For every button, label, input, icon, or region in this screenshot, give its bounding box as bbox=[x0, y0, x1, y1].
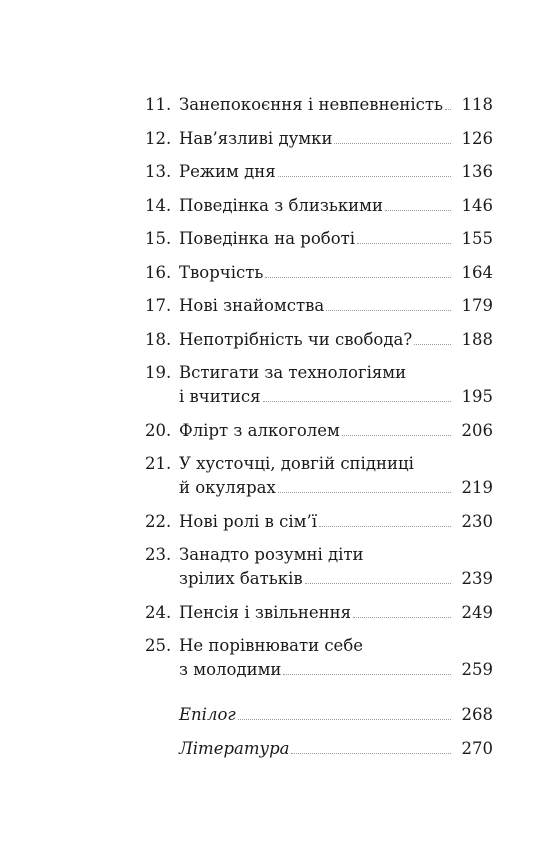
toc-entry-line bbox=[145, 703, 493, 727]
toc-entry[interactable] bbox=[145, 127, 493, 151]
toc-entry[interactable] bbox=[145, 328, 493, 352]
page-number: 268 bbox=[461, 705, 493, 724]
chapter-title: Занепокоєння і невпевненість bbox=[179, 93, 445, 117]
dot-leader bbox=[283, 674, 451, 675]
toc-entry[interactable] bbox=[145, 93, 493, 117]
chapter-number: 16. bbox=[145, 262, 172, 282]
chapter-title: Встигати за технологіями bbox=[179, 363, 407, 382]
title-row bbox=[179, 703, 493, 727]
page-number: 126 bbox=[461, 128, 493, 148]
page-number: 259 bbox=[461, 660, 493, 679]
dot-leader bbox=[357, 243, 451, 244]
chapter-title: Нав’язливі думки bbox=[179, 127, 334, 151]
chapter-title: Режим дня bbox=[179, 160, 278, 184]
dot-leader bbox=[319, 526, 451, 527]
chapter-title: Не порівнювати себе bbox=[179, 636, 364, 655]
chapter-title: Занадто розумні діти bbox=[179, 545, 364, 564]
dot-leader bbox=[385, 210, 451, 211]
page-number: 164 bbox=[461, 262, 493, 282]
dot-leader bbox=[265, 277, 451, 278]
title-row bbox=[179, 658, 493, 682]
chapter-title: зрілих батьків bbox=[179, 567, 305, 591]
dot-leader bbox=[278, 492, 451, 493]
chapter-number: 14. bbox=[145, 195, 172, 215]
toc-entry-line bbox=[145, 361, 493, 385]
toc-entry-line bbox=[145, 452, 493, 476]
page-number: 179 bbox=[461, 296, 493, 315]
toc-entry-line bbox=[145, 127, 493, 151]
page-number: 206 bbox=[461, 420, 493, 440]
toc-entry[interactable] bbox=[145, 510, 493, 534]
chapter-number: 21. bbox=[145, 454, 172, 473]
back-matter-title: Література bbox=[179, 737, 291, 761]
chapter-title: Флірт з алкоголем bbox=[179, 419, 342, 443]
dot-leader bbox=[342, 435, 451, 436]
dot-leader bbox=[334, 143, 451, 144]
toc-entry-line bbox=[145, 160, 493, 184]
toc-entry[interactable] bbox=[145, 294, 493, 318]
dot-leader bbox=[353, 617, 451, 618]
dot-leader bbox=[326, 310, 451, 311]
toc-entry[interactable] bbox=[145, 227, 493, 251]
dot-leader bbox=[414, 344, 451, 345]
back-matter-title: Епілог bbox=[179, 703, 238, 727]
dot-leader bbox=[238, 719, 451, 720]
chapter-title: Поведінка з близькими bbox=[179, 194, 385, 218]
chapter-number: 24. bbox=[145, 602, 172, 622]
toc-entry-line bbox=[145, 737, 493, 761]
title-row bbox=[179, 261, 493, 285]
toc-entry-line bbox=[145, 476, 493, 500]
title-row bbox=[179, 227, 493, 251]
page-number: 249 bbox=[461, 602, 493, 622]
title-row bbox=[179, 93, 493, 117]
title-row bbox=[179, 294, 493, 318]
toc-entry[interactable] bbox=[145, 419, 493, 443]
chapter-number: 18. bbox=[145, 329, 172, 349]
toc-entry-line bbox=[145, 510, 493, 534]
toc-entry-line bbox=[145, 634, 493, 658]
dot-leader bbox=[445, 109, 451, 110]
page-number: 146 bbox=[461, 195, 493, 215]
title-row bbox=[179, 160, 493, 184]
toc-entry-line bbox=[145, 385, 493, 409]
title-row bbox=[179, 419, 493, 443]
title-row bbox=[179, 194, 493, 218]
chapter-number: 12. bbox=[145, 128, 172, 148]
toc-entry-line bbox=[145, 658, 493, 682]
toc-entry[interactable] bbox=[145, 634, 493, 682]
dot-leader bbox=[263, 401, 452, 402]
chapter-number: 19. bbox=[145, 363, 172, 382]
toc-entry[interactable] bbox=[145, 361, 493, 409]
chapter-number: 22. bbox=[145, 511, 172, 531]
toc-entry-line bbox=[145, 227, 493, 251]
chapter-title: Нові знайомства bbox=[179, 294, 326, 318]
chapter-title: з молодими bbox=[179, 658, 283, 682]
title-row bbox=[179, 127, 493, 151]
chapter-title: й окулярах bbox=[179, 476, 278, 500]
chapter-title: Непотрібність чи свобода? bbox=[179, 328, 414, 352]
dot-leader bbox=[305, 583, 451, 584]
title-row bbox=[179, 476, 493, 500]
toc-entry-line bbox=[145, 419, 493, 443]
chapter-number: 23. bbox=[145, 545, 172, 564]
toc-entry-line bbox=[145, 328, 493, 352]
toc-entry[interactable] bbox=[145, 543, 493, 591]
page-number: 195 bbox=[461, 387, 493, 406]
title-row bbox=[179, 328, 493, 352]
chapter-title: Поведінка на роботі bbox=[179, 227, 357, 251]
dot-leader bbox=[291, 753, 451, 754]
chapter-title: Пенсія і звільнення bbox=[179, 601, 353, 625]
toc-entry[interactable] bbox=[145, 261, 493, 285]
title-row bbox=[179, 510, 493, 534]
toc-entry[interactable] bbox=[145, 452, 493, 500]
back-matter-entry[interactable] bbox=[145, 703, 493, 727]
page-number: 219 bbox=[461, 478, 493, 497]
page-number: 230 bbox=[461, 511, 493, 531]
chapter-title: і вчитися bbox=[179, 385, 263, 409]
toc-entry-line bbox=[145, 601, 493, 625]
page-number: 239 bbox=[461, 569, 493, 588]
back-matter-entry[interactable] bbox=[145, 737, 493, 761]
toc-entry-line bbox=[145, 567, 493, 591]
chapter-number: 25. bbox=[145, 636, 172, 655]
toc-entry[interactable] bbox=[145, 160, 493, 184]
chapter-number: 15. bbox=[145, 229, 172, 248]
toc-entry-line bbox=[145, 194, 493, 218]
title-row bbox=[179, 385, 493, 409]
dot-leader bbox=[278, 176, 451, 177]
page-number: 136 bbox=[461, 162, 493, 181]
toc-entry-line bbox=[145, 294, 493, 318]
title-row bbox=[179, 567, 493, 591]
toc-entry[interactable] bbox=[145, 194, 493, 218]
page-number: 188 bbox=[461, 329, 493, 349]
chapter-title: У хусточці, довгій спідниці bbox=[179, 454, 414, 473]
chapter-title: Нові ролі в сім’ї bbox=[179, 510, 319, 534]
chapter-number: 11. bbox=[145, 95, 172, 114]
toc-entry[interactable] bbox=[145, 601, 493, 625]
title-row bbox=[179, 601, 493, 625]
page-number: 118 bbox=[461, 95, 493, 114]
chapter-title: Творчість bbox=[179, 261, 265, 285]
toc-entry-line bbox=[145, 93, 493, 117]
toc-entry-line bbox=[145, 261, 493, 285]
title-row bbox=[179, 737, 493, 761]
page-number: 155 bbox=[461, 229, 493, 248]
page-number: 270 bbox=[461, 739, 493, 758]
chapter-number: 17. bbox=[145, 296, 172, 315]
toc-entry-line bbox=[145, 543, 493, 567]
chapter-number: 20. bbox=[145, 420, 172, 440]
chapter-number: 13. bbox=[145, 162, 172, 181]
